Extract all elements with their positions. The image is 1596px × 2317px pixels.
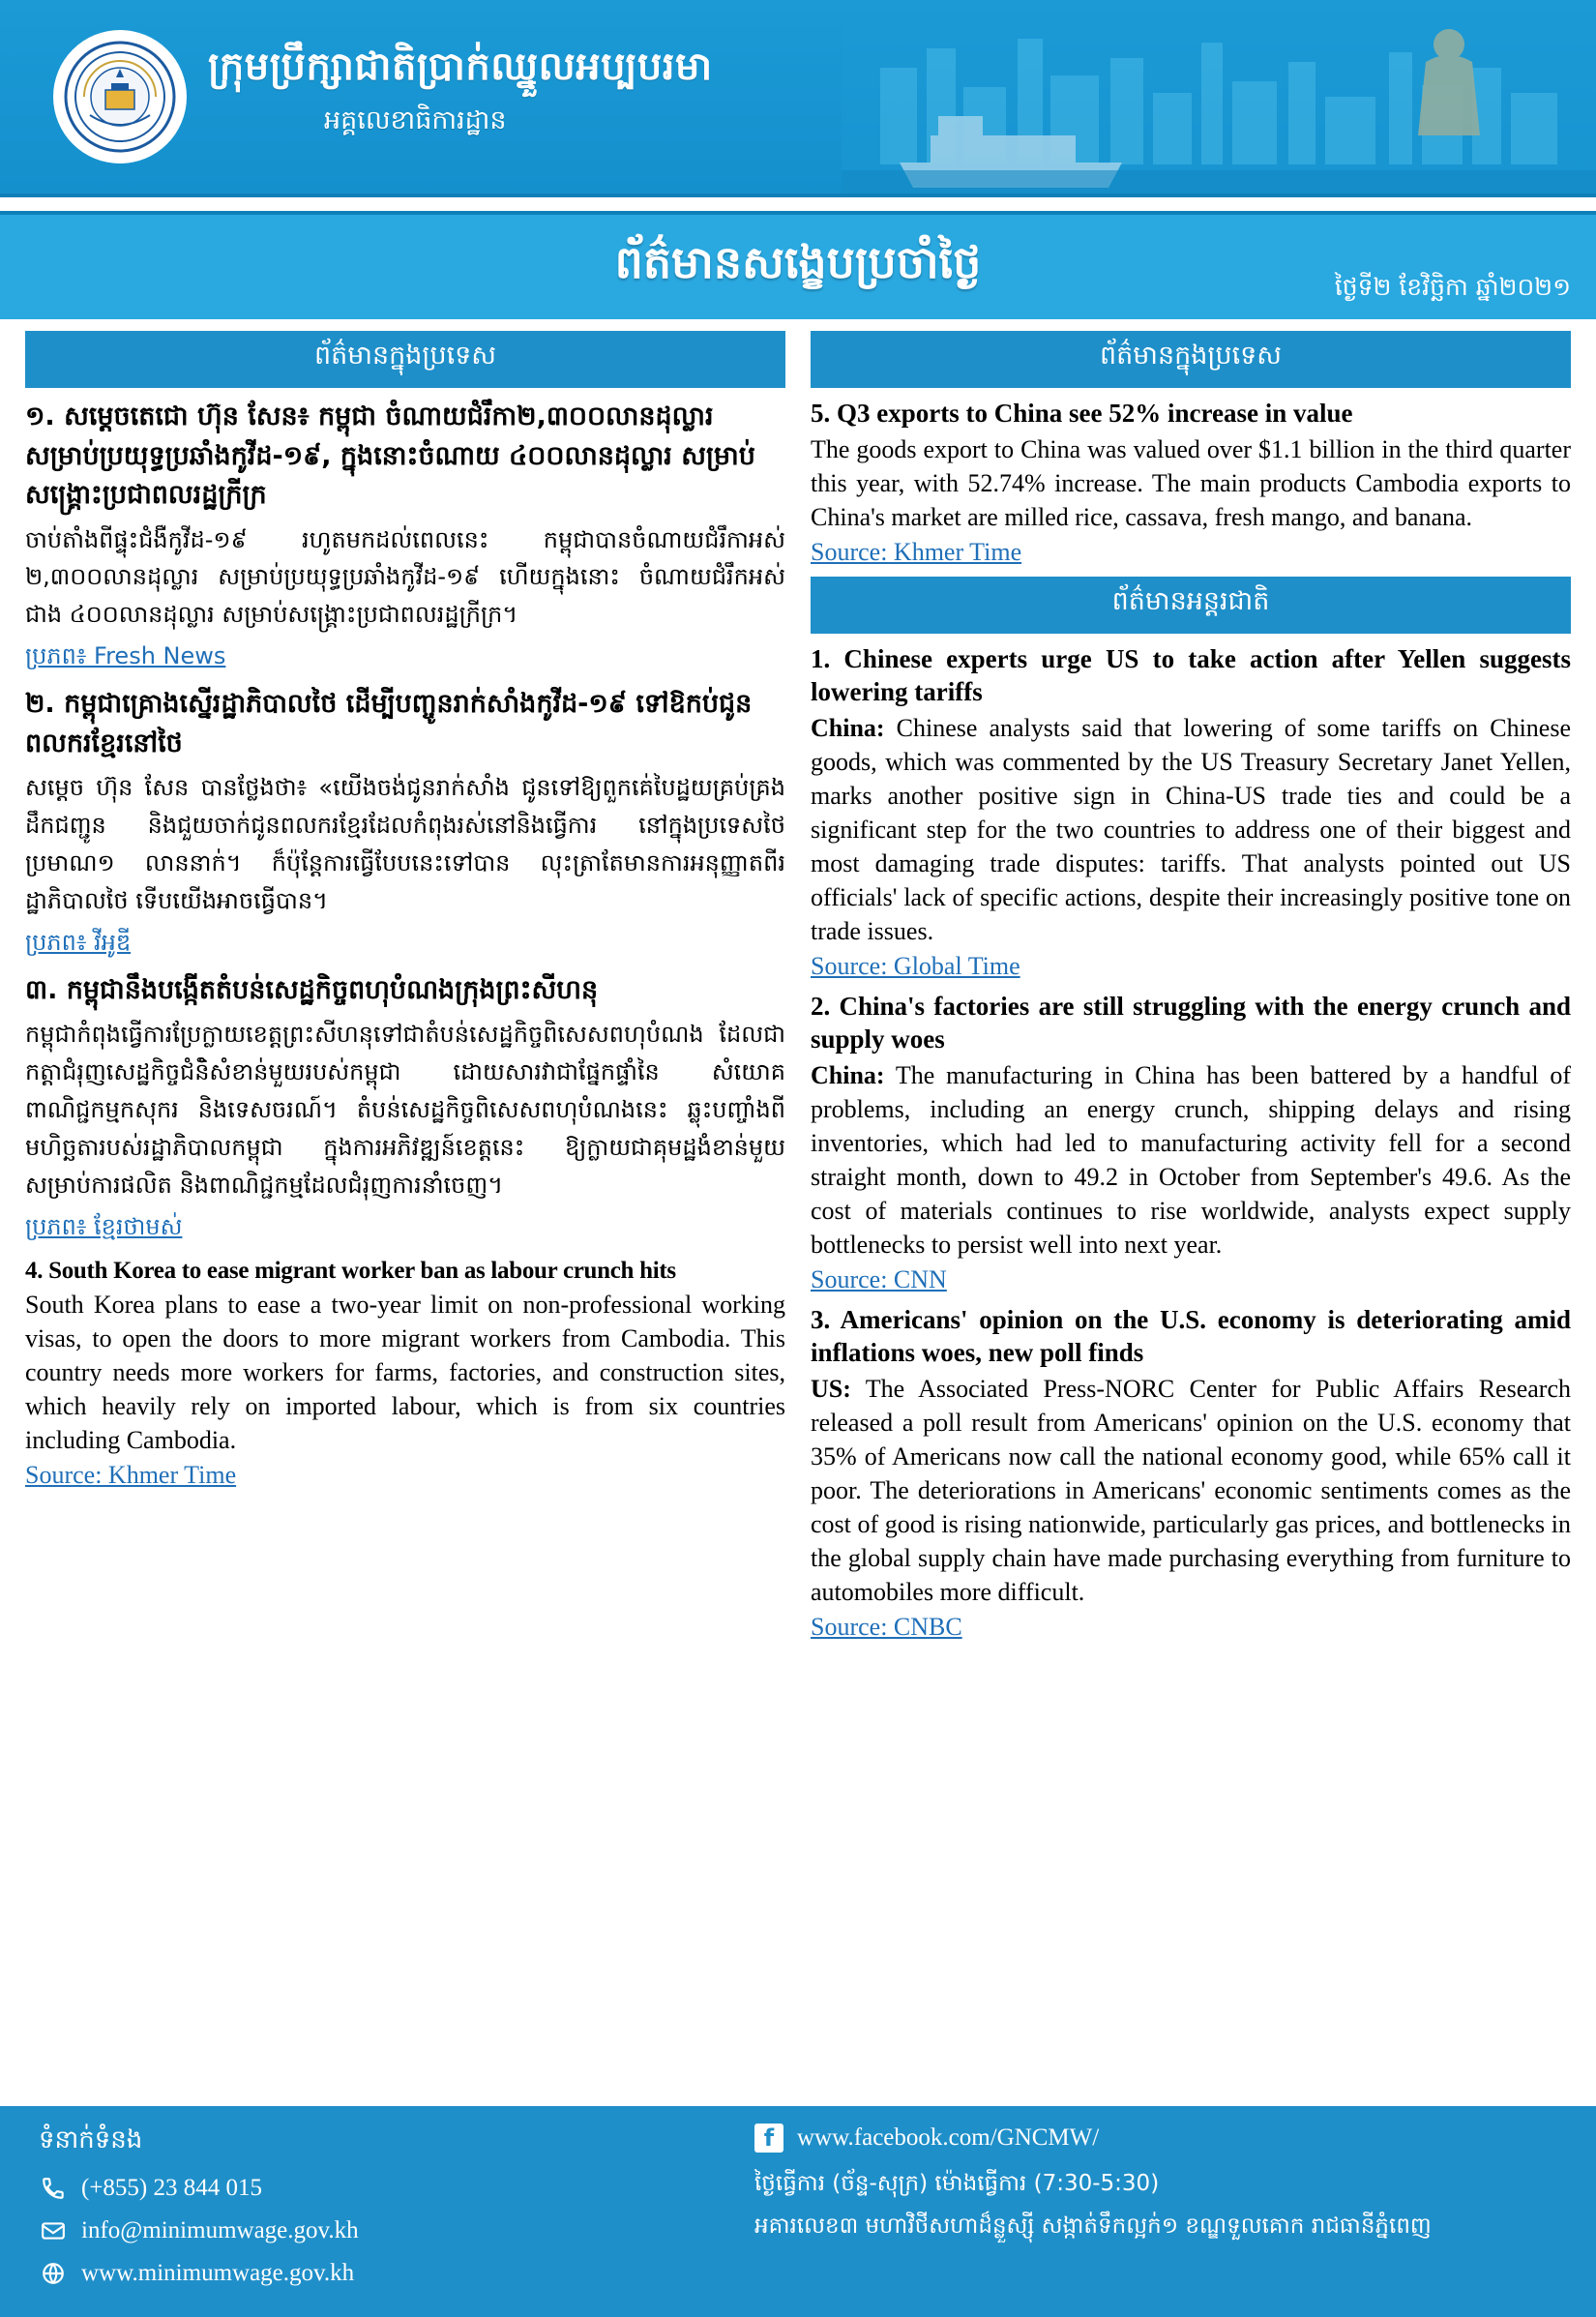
article-body [811,1372,1571,1610]
article-lead-label: China: [811,713,885,742]
page-title: ព័ត៌មានសង្ខេបប្រចាំថ្ងៃ [614,235,982,288]
masthead [0,0,1596,193]
right-column [811,331,1571,2148]
footer [0,2106,1596,2317]
organization-name: ក្រុមប្រឹក្សាជាតិប្រាក់ឈ្នួលអប្បបរមា [208,45,713,89]
article-headline: 3. Americans' opinion on the U.S. economy is deteriorating amid inflations woes, new poll finds [811,1305,1571,1367]
organization-subtitle: អគ្គលេខាធិការដ្ឋាន [324,105,507,135]
article-body: កម្ពុជាកំពុងធ្វើការប្រែក្លាយខេត្តព្រះសីហនុទៅជាតំបន់សេដ្ឋកិច្ចពិសេសពហុបំណង ដែលជាកត្តាជំរុញសេដ្ឋកិច្ចជំនិំសំខាន់មួយរបស់កម្ពុជា ដោយសារវាជាផ្នែកផ្ទាំនៃ សំយោគពាណិជ្ជកម្មកសុករ និងទេសចរណ៍។ តំបន់សេដ្ឋកិច្ចពិសេសពហុបំណងនេះ ឆ្លុះបញ្ចាំងពីមហិច្ឆតារបស់រដ្ឋាភិបាលកម្ពុជា ក្នុងការអភិវឌ្ឍន៍ខេត្តនេះ ឱ្យក្លាយជាគុមដ្ឋងំខាន់មួយ សម្រាប់ការផលិត និងពាណិជ្ជកម្មដែលជំរុញការនាំចេញ។ [25,1021,785,1199]
content-columns [0,319,1596,2148]
article-body [811,1058,1571,1262]
email-icon [39,2216,68,2245]
article-source-link[interactable]: ប្រភព៖ ខ្មែរថាមស់ [25,1212,183,1240]
footer-email-value[interactable]: info@minimumwage.gov.kh [81,2217,359,2243]
article-headline: 5. Q3 exports to China see 52% increase in value [811,399,1353,428]
footer-website-value[interactable]: www.minimumwage.gov.kh [81,2260,355,2286]
footer-phone-line [39,2174,716,2203]
footer-social-block [716,2124,1557,2300]
gncmw-emblem [56,33,184,161]
footer-email-line [39,2216,716,2245]
article-headline: ១. សម្តេចតេជោ ហ៊ុន សែន៖ កម្ពុជា ចំណាយជំរឹកា២,៣០០លានដុល្លារ សម្រាប់ប្រយុទ្ធប្រឆាំងកូវីដ-១៩, ក្នុងនោះចំណាយ ៤០០លានដុល្លារ សម្រាប់សង្គ្រោះប្រជាពលរដ្ឋក្រីក្រ [25,401,755,510]
article-body: សម្តេច ហ៊ុន សែន បានថ្លែងថា៖ «យើងចង់ជូនរាក់សាំង ជូនទៅឱ្យពួកគេ់បៃដ្ឋយគ្រប់គ្រង ដឹកជញ្ជូន និងជួយចាក់ជូនពលករខ្មែរដែលកំពុងរស់នៅនិងធ្វើការ នៅក្នុងប្រទេសថៃ ប្រមាណ១ លាននាក់។ ក៏ប៉ុន្តែការធ្វើបែបនេះទៅបាន លុះត្រាតែមានការអនុញ្ញាតពីរដ្ឋាភិបាលថៃ ទើបយើងអាចធ្វើបាន។ [25,774,785,914]
footer-facebook-value[interactable]: www.facebook.com/GNCMW/ [797,2124,1100,2151]
footer-facebook-line [754,2124,1557,2153]
globe-icon [39,2259,68,2288]
article-source-link[interactable]: ប្រភព៖ វីអូឌី [25,928,132,956]
article-source-link[interactable]: Source: Global Time [811,952,1020,981]
section-header-domestic-right: ព័ត៌មានក្នុងប្រទេស [811,331,1571,388]
article-source-link[interactable]: Source: CNBC [811,1613,962,1642]
footer-address: អគារលេខ៣ មហាវិថីសហាដ៏ន្លួស្ស៊ី សង្កាត់ទឹកល្អក់១ ខណ្ឌទួលគោក រាជធានីភ្នំពេញ [754,2213,1432,2240]
article-source-link[interactable]: ប្រភព៖ Fresh News [25,642,226,670]
header-divider-rules [0,193,1596,215]
article-body-text: The Associated Press-NORC Center for Public Affairs Research released a poll result from Americans' opinion on the U.S. economy that 35% of Americans now call the national economy good, while 65% call it poor. The deteriorations in Americans' economic sentiments comes as the cost of good is rising nationwide, particularly gas prices, and bottlenecks in the global supply chain have made purchasing everything from furniture to automobiles more difficult. [811,1374,1571,1607]
article-lead-label: China: [811,1060,885,1089]
article-lead-label: US: [811,1374,851,1403]
article-headline: 4. South Korea to ease migrant worker ban as labour crunch hits [25,1257,676,1284]
footer-phone-value: (+855) 23 844 015 [81,2175,262,2201]
article-body [811,711,1571,949]
article-body: South Korea plans to ease a two-year limit on non-professional working visas, to open the doors to more migrant workers from Cambodia. This country needs more workers for farms, factories, and construction sites, which heavily rely on imported labour, which is from six countries including Cambodia. [25,1290,785,1455]
article-body: ចាប់តាំងពីផ្ទុះជំងឺកូវីដ-១៩ រហូតមកដល់ពេលនេះ កម្ពុជាបានចំណាយជំរឹកាអស់ ២,៣០០លានដុល្លារ សម្រាប់ប្រយុទ្ធប្រឆាំងកូវីដ-១៩ ហើយក្នុងនោះ ចំណាយជំរឹកអស់ជាង ៤០០លានដុល្លារ សម្រាប់សង្គ្រោះប្រជាពលរដ្ឋក្រីក្រ។ [25,525,785,629]
footer-contact-block [39,2124,716,2300]
article-body-text: The manufacturing in China has been battered by a handful of problems, including an energy crunch, shipping delays and rising inventories, which had led to manufacturing activity fell for a second straight month, down to 49.2 in October from September's 49.6. As the cost of materials continues to rise worldwide, analysts expect supply bottlenecks to persist well into next year. [811,1060,1571,1260]
article-body: The goods export to China was valued over $1.1 billion in the third quarter this year, with 52.74% increase. The main products Cambodia exports to China's market are milled rice, cassava, fresh mango, and banana. [811,434,1571,531]
article-headline: 1. Chinese experts urge US to take action after Yellen suggests lowering tariffs [811,644,1571,706]
phone-icon [39,2174,68,2203]
article-source-link[interactable]: Source: Khmer Time [25,1461,237,1490]
article-headline: ២. កម្ពុជាគ្រោងស្នើរដ្ឋាភិបាលថៃ ដើម្បីបញ្ចូនរាក់សាំងកូវីដ-១៩ ទៅឱកប់ជូនពលករខ្មែរនៅថៃ [25,689,753,758]
left-column [25,331,785,2148]
skyline-graphic [842,0,1596,193]
article-headline: ៣. កម្ពុជានឹងបង្កើតតំបន់សេដ្ឋកិច្ចពហុបំណងក្រុងព្រះសីហនុ [25,974,599,1005]
footer-hours: ថ្ងៃធ្វើការ (ច័ន្ទ-សុក្រ) ម៉ោងធ្វើការ (7:30-5:30) [754,2171,1160,2196]
article-body-text: Chinese analysts said that lowering of some tariffs on Chinese goods, which was commented by the US Treasury Secretary Janet Yellen, marks another positive sign in China-US trade ties and could be a significant step for the two countries to address one of their biggest and most damaging trade disputes: tariffs. That analysts pointed out US officials' lack of specific actions, despite their increasingly positive tone on trade issues. [811,713,1571,946]
article-source-link[interactable]: Source: Khmer Time [811,538,1022,567]
section-header-domestic-left: ព័ត៌មានក្នុងប្រទេស [25,331,785,388]
facebook-icon: f [754,2124,783,2153]
masthead-text [208,41,713,142]
article-source-link[interactable]: Source: CNN [811,1265,947,1294]
bulletin-date: ថ្ងៃទី២ ខែវិច្ឆិកា ឆ្នាំ២០២១ [1334,273,1571,301]
footer-website-line [39,2259,716,2288]
footer-contact-title: ទំនាក់ទំនង [39,2125,143,2154]
section-header-international: ព័ត៌មានអន្តរជាតិ [811,577,1571,634]
bulletin-title-bar [0,215,1596,319]
article-headline: 2. China's factories are still struggling with the energy crunch and supply woes [811,992,1571,1054]
